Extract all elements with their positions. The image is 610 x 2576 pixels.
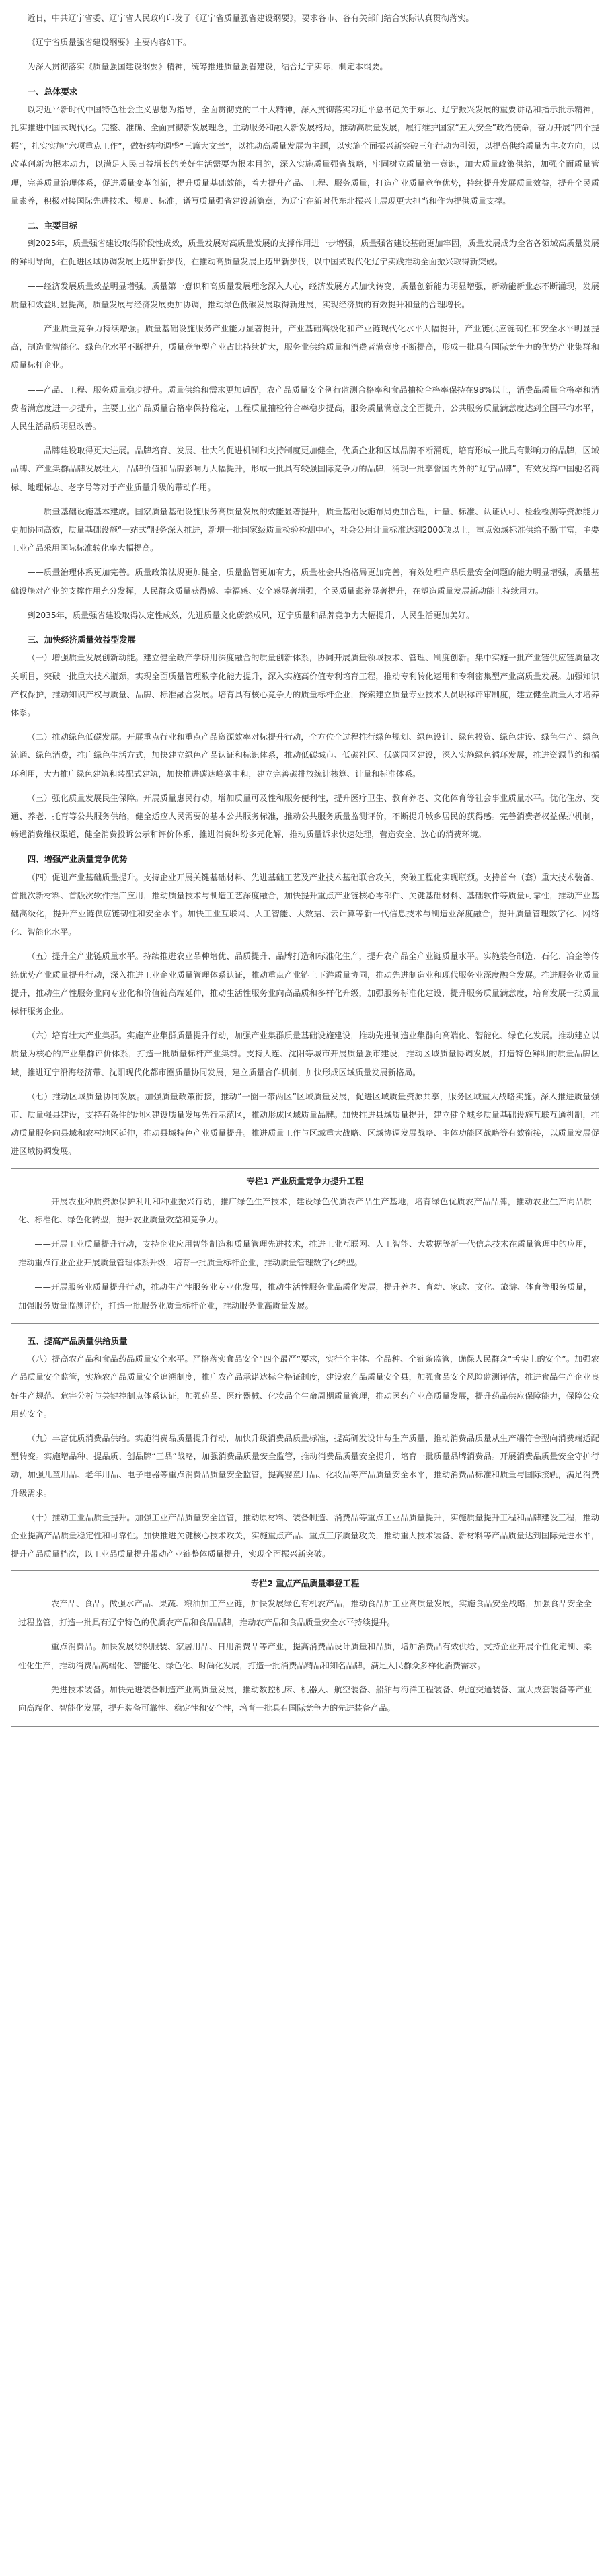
intro-paragraph: 近日，中共辽宁省委、辽宁省人民政府印发了《辽宁省质量强省建设纲要》，要求各市、各有关部门结合实际认真贯彻落实。 xyxy=(27,13,474,23)
body-paragraph: ——产业质量竞争力持续增强。质量基础设施服务产业能力显著提升，产业基础高级化和产业链现代化水平大幅提升，产业链供应链韧性和安全水平明显提高，制造业智能化、绿色化水平不断提升，质量竞争型产业占比持续扩大，服务业供给质量和消费者满意度不断提高，形成一批具有国际竞争力的优势产业集群和质量标杆企业。 xyxy=(11,324,599,370)
intro-block xyxy=(11,9,599,77)
body-paragraph: （三）强化质量发展民生保障。开展质量惠民行动，增加质量可及性和服务便利性，提升医疗卫生、教育养老、文化体育等社会事业质量水平。优化住房、交通、养老、托育等公共服务供给，健全适应人民需要的基本公共服务标准，推动公共服务质量监测评价，不断提升城乡居民的获得感。完善消费者权益保护机制，畅通消费维权渠道，健全消费投诉公示和评价体系，推进消费纠纷多元化解，推动质量诉求快速处理，营造安全、放心的消费环境。 xyxy=(11,793,599,840)
body-paragraph: 以习近平新时代中国特色社会主义思想为指导，全面贯彻党的二十大精神，深入贯彻落实习近平总书记关于东北、辽宁振兴发展的重要讲话和指示批示精神，扎实推进中国式现代化。完整、准确、全面贯彻新发展理念，主动服务和融入新发展格局，推动高质量发展，履行维护国家“五大安全”政治使命，奋力开展“四个提振”，扎实实施“六项重点工作”，做好结构调整“三篇大文章”，以推动高质量发展为主题，以实施全面振兴新突破三年行动为引领，以提高供给质量为主攻方向，以改革创新为根本动力，以满足人民日益增长的美好生活需要为根本目的，深入实施质量强省战略，牢固树立质量第一意识，加大质量政策供给，加强全面质量管理，完善质量治理体系，促进质量变革创新，提升质量基础效能，着力提升产品、工程、服务质量，打造产业质量竞争优势，持续提升发展质量效益，提升全民质量素养，积极对接国际先进技术、规则、标准，谱写质量强省建设新篇章，为辽宁在新时代东北振兴上展现更大担当和作为提供质量支撑。 xyxy=(11,104,599,206)
body-paragraph: ——产品、工程、服务质量稳步提升。质量供给和需求更加适配，农产品质量安全例行监测合格率和食品抽检合格率保持在98%以上，消费品质量合格率和消费者满意度进一步提升，主要工业产品质量合格率保持稳定，工程质量抽检符合率稳步提高，服务质量满意度全面提升，公共服务质量满意度达到全国平均水平，人民生活品质明显改善。 xyxy=(11,385,599,432)
body-paragraph: （六）培育壮大产业集群。实施产业集群质量提升行动，加强产业集群质量基础设施建设，推动先进制造业集群向高端化、智能化、绿色化发展。推动建立以质量为核心的产业集群评价体系，打造一批质量标杆产业集群。支持大连、沈阳等城市开展质量强市建设，推动区域质量协调发展，打造特色鲜明的质量品牌区域，推进辽宁沿海经济带、沈阳现代化都市圈质量协同发展，建立质量合作机制，加快形成区域质量发展新格局。 xyxy=(11,1031,599,1077)
section-heading: 一、总体要求 xyxy=(27,86,78,97)
body-paragraph: （九）丰富优质消费品供给。实施消费品质量提升行动，加快升级消费品质量标准，提高研发设计与生产质量，推动消费品质量从生产端符合型向消费端适配型转变。实施增品种、提品质、创品牌“三品”战略，加强消费品质量安全监管，推动消费品质量安全提升，培育一批质量品牌消费品。开展消费品质量安全守护行动，加强儿童用品、老年用品、电子电器等重点消费品质量安全监管，提高婴童用品、化妆品等产品质量安全水平，推动消费品标准和质量与国际接轨，满足消费升级需求。 xyxy=(11,1434,599,1498)
feature-box-paragraph: ——开展服务业质量提升行动，推动生产性服务业专业化发展，推动生活性服务业品质化发展，提升养老、育幼、家政、文化、旅游、体育等服务质量，加强服务质量监测评价，打造一批服务业质量标杆企业，推动服务业高质量发展。 xyxy=(18,1282,592,1311)
body-paragraph: （八）提高农产品和食品药品质量安全水平。严格落实食品安全“四个最严”要求，实行全主体、全品种、全链条监管，确保人民群众“舌尖上的安全”。加强农产品质量安全监管，实施农产品质量安全追溯制度，推广农产品承诺达标合格证制度，建设农产品质量安全县，加强食品安全风险监测评估，推进食品生产企业良好生产规范、危害分析与关键控制点体系认证，加强药品、医疗器械、化妆品全生命周期质量管理，推动医药产业高质量发展，提升药品供应保障能力，保障公众用药安全。 xyxy=(11,1354,599,1419)
body-paragraph: ——质量治理体系更加完善。质量政策法规更加健全，质量监管更加有力，质量社会共治格局更加完善，有效处理产品质量安全问题的能力明显增强，质量基础设施对产业的支撑作用充分发挥，人民群众质量获得感、幸福感、安全感显著增强，全民质量素养显著提升，在塑造质量发展新动能上持续用力。 xyxy=(11,568,599,596)
body-paragraph: 到2035年，质量强省建设取得决定性成效，先进质量文化蔚然成风，辽宁质量和品牌竞争力大幅提升，人民生活更加美好。 xyxy=(27,610,475,620)
body-paragraph: （四）促进产业基础质量提升。支持企业开展关键基础材料、先进基础工艺及产业技术基础联合攻关，突破工程化实现瓶颈。支持首台（套）重大技术装备、首批次新材料、首版次软件推广应用，推动质量技术与制造工艺深度融合，加快提升重点产业链核心零部件、关键基础材料、基础软件等质量可靠性，推动产业基础高级化，提升产业链供应链韧性和安全水平。加快工业互联网、人工智能、大数据、云计算等新一代信息技术与制造业深度融合，提升质量管理数字化、网络化、智能化水平。 xyxy=(11,872,599,937)
intro-paragraph: 《辽宁省质量强省建设纲要》主要内容如下。 xyxy=(27,38,192,48)
feature-box xyxy=(11,1570,599,1726)
feature-box-paragraph: ——开展农业种质资源保护利用和种业振兴行动，推广绿色生产技术，建设绿色优质农产品生产基地，培育绿色优质农产品品牌，推动农业生产向品质化、标准化、绿色化转型，提升农业质量效益和竞争力。 xyxy=(18,1196,592,1224)
feature-box-paragraph: ——重点消费品。加快发展纺织服装、家居用品、日用消费品等产业，提高消费品设计质量和品质，增加消费品有效供给，支持企业开展个性化定制、柔性化生产，推动消费品高端化、智能化、绿色化、时尚化发展，打造一批消费品精品和知名品牌，满足人民群众多样化消费需求。 xyxy=(18,1642,592,1670)
body-paragraph: （一）增强质量发展创新动能。建立健全政产学研用深度融合的质量创新体系，协同开展质量领域技术、管理、制度创新。集中实施一批产业链供应链质量攻关项目，突破一批重大技术瓶颈，实现全面质量管理数字化能力提升，深入实施高价值专利培育工程，推动专利转化运用和专利密集型产业高质量发展。加强知识产权保护，推动知识产权与质量、品牌、标准融合发展。培育具有核心竞争力的质量标杆企业，探索建立质量专业技术人员职称评审制度，建立健全质量人才培养体系。 xyxy=(11,653,599,717)
section-heading: 三、加快经济质量效益型发展 xyxy=(27,635,136,646)
feature-box xyxy=(11,1168,599,1324)
body-paragraph: ——经济发展质量效益明显增强。质量第一意识和高质量发展理念深入人心，经济发展方式加快转变，质量创新能力明显增强，新动能新业态不断涌现，发展质量和效益明显提高，质量发展与经济发展更加协调，推动绿色低碳发展取得新进展，实现经济质的有效提升和量的合理增长。 xyxy=(11,281,599,309)
feature-box-paragraph: ——先进技术装备。加快先进装备制造产业高质量发展，推动数控机床、机器人、航空装备、船舶与海洋工程装备、轨道交通装备、重大成套装备等产业向高端化、智能化发展，提升装备可靠性、稳定性和安全性，培育一批具有国际竞争力的先进装备产品。 xyxy=(18,1685,592,1713)
feature-box-title: 专栏1 产业质量竞争力提升工程 xyxy=(246,1175,364,1186)
body-paragraph: （七）推动区域质量协同发展。加强质量政策衔接，推动“一圈一带两区”区域质量发展，促进区域质量资源共享，服务区域重大战略实施。深入推进质量强市、质量强县建设，支持有条件的地区建设质量发展先行示范区，推动形成区域质量品牌。加快推进县域质量提升，建立健全城乡质量基础设施互联互通机制，推动质量服务向县域和农村地区延伸，推动县域特色产业质量提升。推进质量工作与区域重大战略、区域协调发展战略、主体功能区战略等有效衔接，以质量发展促进区域协调发展。 xyxy=(11,1091,599,1157)
intro-paragraph: 为深入贯彻落实《质量强国建设纲要》精神，统筹推进质量强省建设，结合辽宁实际，制定本纲要。 xyxy=(27,62,388,72)
feature-box-title: 专栏2 重点产品质量攀登工程 xyxy=(250,1578,360,1589)
section-heading: 二、主要目标 xyxy=(27,221,78,231)
body-paragraph: （五）提升全产业链质量水平。持续推进农业品种培优、品质提升、品牌打造和标准化生产，提升农产品全产业链质量水平。实施装备制造、石化、冶金等传统优势产业质量提升行动，深入推进工业企业质量管理体系认证，推动重点产业链上下游质量协同，推动先进制造业和现代服务业深度融合发展。推进服务业质量提升，推动生产性服务业向专业化和价值链高端延伸，推动生活性服务业向高品质和多样化升级，加强服务标准化建设，提升服务质量满意度，培育发展一批质量标杆服务企业。 xyxy=(11,951,599,1016)
body-paragraph: 到2025年，质量强省建设取得阶段性成效，质量发展对高质量发展的支撑作用进一步增强，质量强省建设基础更加牢固，质量发展成为全省各领域高质量发展的鲜明导向，在促进区域协调发展上迈出新步伐，在推动高质量发展上迈出新步伐，以中国式现代化辽宁实践推动全面振兴取得新突破。 xyxy=(11,239,599,267)
feature-box-paragraph: ——农产品、食品。做强水产品、果蔬、粮油加工产业链，加快发展绿色有机农产品，推动食品加工业高质量发展，实施食品安全战略，加强食品安全全过程监管，打造一批具有辽宁特色的优质农产品和食品品牌，推动农产品和食品质量安全水平持续提升。 xyxy=(18,1599,592,1627)
body-paragraph: ——品牌建设取得更大进展。品牌培育、发展、壮大的促进机制和支持制度更加健全，优质企业和区域品牌不断涌现，培育形成一批具有影响力的品牌，区域品牌、产业集群品牌发展壮大，品牌价值和品牌影响力大幅提升，形成一批具有较强国际竞争力的品牌，涌现一批享誉国内外的“辽宁品牌”，有效发挥中国驰名商标、地理标志、老字号等对于产业质量升级的带动作用。 xyxy=(11,446,599,492)
body-paragraph: ——质量基础设施基本建成。国家质量基础设施服务高质量发展的效能显著提升，质量基础设施布局更加合理，计量、标准、认证认可、检验检测等资源能力更加协同高效，质量基础设施“一站式”服务深入推进，新增一批国家级质量检验检测中心，社会公用计量标准达到2000项以上，重点领域标准供给不断丰富，主要工业产品采用国际标准转化率大幅提高。 xyxy=(11,506,599,553)
section-heading: 四、增强产业质量竞争优势 xyxy=(27,854,128,865)
body-paragraph: （十）推动工业品质量提升。加强工业产品质量安全监管，推动原材料、装备制造、消费品等重点工业品质量提升，实施质量提升工程和品牌建设工程，推动企业提高产品质量稳定性和可靠性。加快推进关键核心技术攻关，实施重点产品、重点工序质量攻关，推动重大技术装备、新材料等产品质量达到国际先进水平，提升产品质量档次，以工业品质量提升带动产业链整体质量提升，实现全面振兴新突破。 xyxy=(11,1512,599,1559)
feature-box-paragraph: ——开展工业质量提升行动，支持企业应用智能制造和质量管理先进技术，推进工业互联网、人工智能、大数据等新一代信息技术在质量管理中的应用，推动重点行业企业开展质量管理体系升级，培育一批质量标杆企业，推动质量管理数字化转型。 xyxy=(18,1239,592,1267)
section-heading: 五、提高产品质量供给质量 xyxy=(27,1336,128,1347)
body-paragraph: （二）推动绿色低碳发展。开展重点行业和重点产品资源效率对标提升行动，全方位全过程推行绿色规划、绿色设计、绿色投资、绿色建设、绿色生产、绿色流通、绿色消费，推广绿色生活方式，加快建立绿色产品认证和标识体系，推动低碳城市、低碳社区、低碳园区建设，深入实施绿色循环发展，推进资源节约和循环利用，大力推广绿色建筑和装配式建筑，加快推进碳达峰碳中和，建立完善碳排放统计核算、计量和标准体系。 xyxy=(11,732,599,779)
